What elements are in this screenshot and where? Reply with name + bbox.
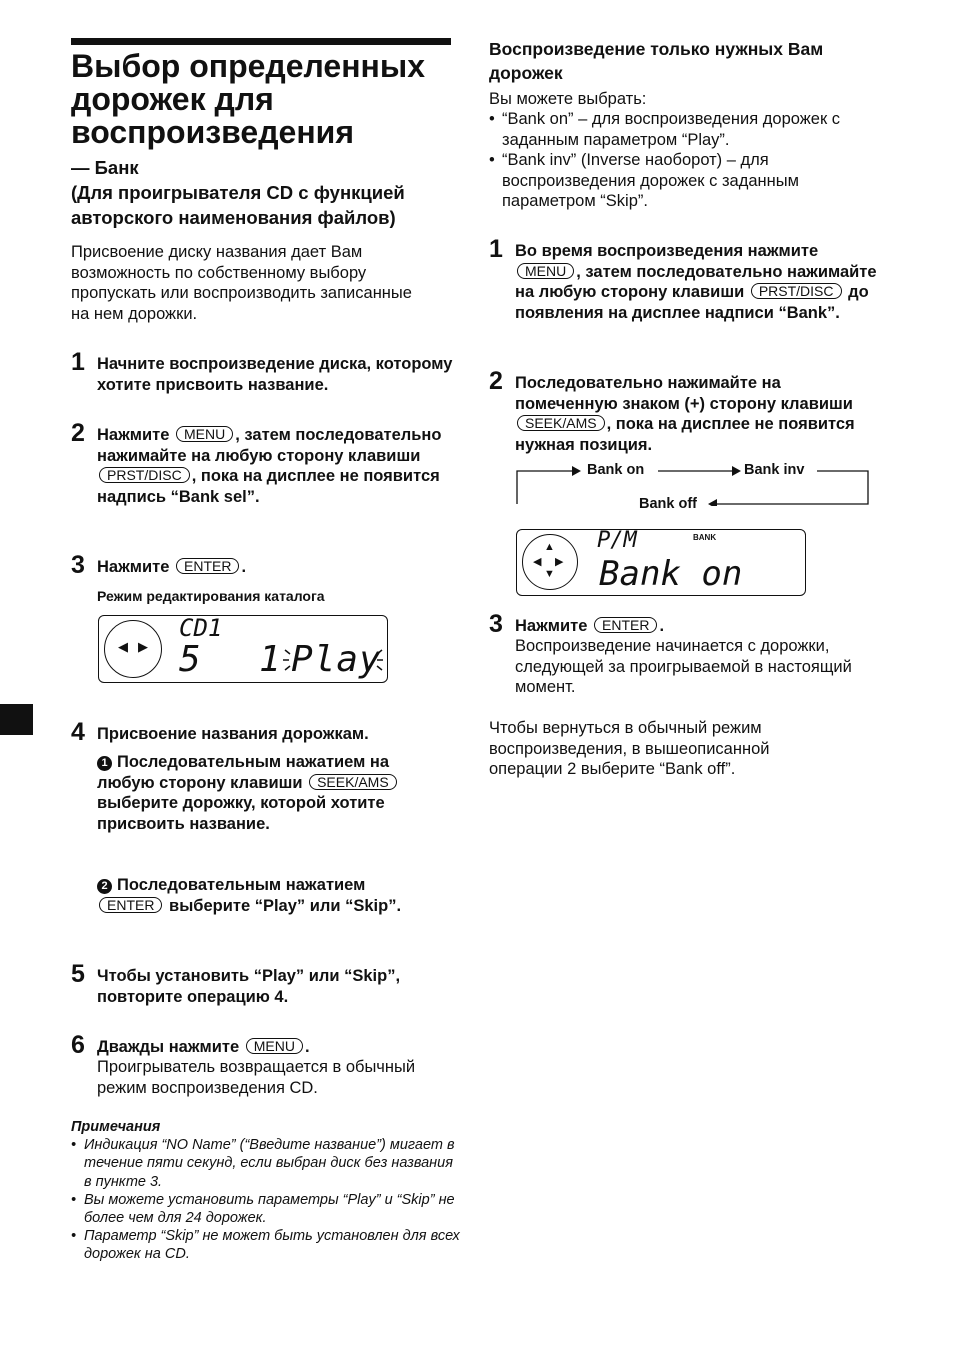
- list-item: • “Bank on” – для воспроизведения дорожек с заданным параметром “Play”.: [489, 109, 867, 150]
- section-heading: Воспроизведение только нужных Вам дорожек: [489, 39, 824, 83]
- subtitle-note: (Для проигрывателя CD с функцией авторского наименования файлов): [71, 182, 405, 228]
- prst-disc-key-label: PRST/DISC: [99, 467, 190, 483]
- step-text: Начните воспроизведение диска, которому хотите присвоить название.: [97, 355, 453, 394]
- arrow-right-icon: ▶: [555, 556, 564, 568]
- enter-key-label: ENTER: [99, 897, 162, 913]
- arrow-left-icon: ◀: [118, 639, 128, 654]
- prst-disc-key-label: PRST/DISC: [751, 283, 842, 299]
- page-subtitle: [71, 155, 461, 230]
- step-text: Присвоение названия дорожкам.: [97, 725, 369, 743]
- lcd-line1: P/M: [597, 528, 637, 553]
- lcd-display-catalog-edit: [98, 615, 388, 683]
- lcd-flashing-play: Play: [291, 639, 382, 680]
- step-number: 2: [489, 367, 503, 395]
- notes-title: Примечания: [71, 1119, 161, 1135]
- page-title: Выбор определенных дорожек для воспроизведения: [71, 48, 425, 150]
- step-text: Нажмите MENU , затем последовательно нажимайте на любую сторону клавиши PRST/DISC , пока на дисплее не появится надпись “Bank sel”.: [97, 426, 442, 506]
- outro-paragraph: Чтобы вернуться в обычный режим воспроизведения, в вышеописанной операции 2 выберите “Bank off”.: [489, 719, 770, 778]
- menu-key-label: MENU: [176, 426, 233, 442]
- intro-paragraph: Присвоение диску названия дает Вам возможность по собственному выбору пропускать или воспроизводить записанные на нем дорожки.: [71, 243, 412, 323]
- substep-marker: 2: [97, 879, 112, 894]
- substep-1: 1 Последовательным нажатием на любую сторону клавиши SEEK/AMS выберите дорожку, которой хотите присвоить название.: [97, 752, 437, 834]
- arrow-right-icon: ▶: [138, 639, 148, 654]
- subtitle-bank: — Банк: [71, 157, 139, 178]
- enter-key-label: ENTER: [594, 617, 657, 633]
- step-number: 6: [71, 1031, 85, 1059]
- bank-options-list: [489, 109, 867, 212]
- step-caption: Режим редактирования каталога: [97, 588, 325, 604]
- seek-ams-key-label: SEEK/AMS: [309, 774, 397, 790]
- lcd-line1: CD1: [179, 614, 223, 642]
- step-body: Проигрыватель возвращается в обычный режим воспроизведения CD.: [97, 1058, 416, 1097]
- list-item: • Индикация “NO Name” (“Введите название”) мигает в течение пяти секунд, если выбран диск без названия в пункте 3.: [71, 1136, 461, 1191]
- arrow-left-icon: ◀: [533, 556, 542, 568]
- step-text: Чтобы установить “Play” или “Skip”, повторите операцию 4.: [97, 967, 401, 1006]
- lcd-track-number: 5: [179, 639, 201, 680]
- cycle-bank-off: Bank off: [639, 496, 697, 512]
- seek-ams-key-label: SEEK/AMS: [517, 415, 605, 431]
- flash-rays-icon: [281, 636, 385, 682]
- substep-marker: 1: [97, 756, 112, 771]
- lcd-display-bank: [516, 529, 806, 596]
- section-lead: Вы можете выбрать:: [489, 90, 647, 108]
- substep-2: 2 Последовательным нажатием ENTER выберите “Play” или “Skip”.: [97, 875, 437, 916]
- menu-key-label: MENU: [246, 1038, 303, 1054]
- dial-icon: [522, 534, 578, 590]
- step-text: Во время воспроизведения нажмите MENU , затем последовательно нажимайте на любую сторону клавиши PRST/DISC до появления на дисплее надписи “Bank”.: [515, 242, 877, 322]
- arrow-up-icon: ▲: [544, 541, 555, 553]
- section-tab-marker: [0, 704, 33, 735]
- step-text: Нажмите ENTER .: [515, 617, 665, 635]
- list-item: • Параметр “Skip” не может быть установлен для всех дорожек на CD.: [71, 1227, 461, 1263]
- step-number: 2: [71, 419, 85, 447]
- bank-cycle-diagram: [515, 460, 870, 512]
- notes-block: [71, 1118, 461, 1264]
- arrow-down-icon: ▼: [544, 568, 555, 580]
- step-text: Последовательно нажимайте на помеченную знаком (+) сторону клавиши SEEK/AMS , пока на дисплее не появится нужная позиция.: [515, 374, 855, 454]
- list-item: • Вы можете установить параметры “Play” и “Skip” не более чем для 24 дорожек.: [71, 1191, 461, 1227]
- step-number: 4: [71, 718, 85, 746]
- step-number: 3: [71, 551, 85, 579]
- step-text: Дважды нажмите MENU .: [97, 1038, 310, 1056]
- cycle-bank-on: Bank on: [587, 462, 645, 478]
- step-text: Нажмите ENTER .: [97, 558, 247, 576]
- cycle-bank-inv: Bank inv: [744, 462, 805, 478]
- step-body: Воспроизведение начинается с дорожки, следующей за проигрываемой в настоящий момент.: [515, 637, 852, 696]
- lcd-bank-tag: BANK: [693, 533, 717, 542]
- step-number: 1: [71, 348, 85, 376]
- step-number: 3: [489, 610, 503, 638]
- list-item: • “Bank inv” (Inverse наоборот) – для воспроизведения дорожек с заданным параметром “Skip”.: [489, 150, 867, 212]
- lcd-line2: Bank on: [599, 554, 743, 594]
- menu-key-label: MENU: [517, 263, 574, 279]
- step-number: 5: [71, 960, 85, 988]
- dial-icon: [104, 620, 162, 678]
- title-rule: [71, 38, 451, 45]
- step-number: 1: [489, 235, 503, 263]
- lcd-track-index: 1: [259, 639, 281, 680]
- notes-list: [71, 1136, 461, 1263]
- enter-key-label: ENTER: [176, 558, 239, 574]
